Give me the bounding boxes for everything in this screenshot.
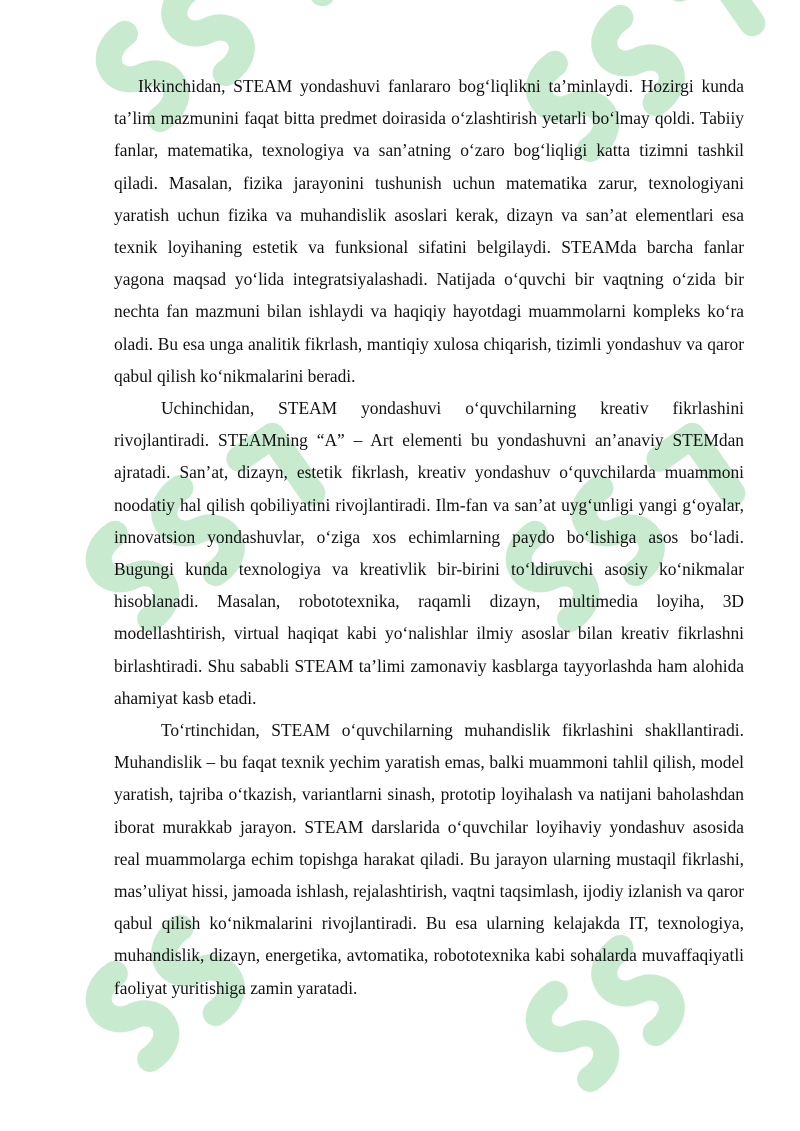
document-body [114, 70, 744, 1004]
paragraph-fourthly: To‘rtinchidan, STEAM o‘quvchilarning muhandislik fikrlashini shakllantiradi. Muhandislik – bu faqat texnik yechim yaratish emas, balki muammoni tahlil qilish, model yaratish, tajriba o‘tkazish, variantlarni sinash, prototip loyihalash va natijani baholashdan iborat murakkab jarayon. STEAM darslarida o‘quvchilar loyihaviy yondashuv asosida real muammolarga echim topishga harakat qiladi. Bu jarayon ularning mustaqil fikrlashi, mas’uliyat hissi, jamoada ishlash, rejalashtirish, vaqtni taqsimlash, ijodiy izlanish va qaror qabul qilish ko‘nikmalarini rivojlantiradi. Bu esa ularning kelajakda IT, texnologiya, muhandislik, dizayn, energetika, avtomatika, robototexnika kabi sohalarda muvaffaqiyatli faoliyat yuritishiga zamin yaratadi. [114, 720, 744, 998]
paragraph-secondly: Ikkinchidan, STEAM yondashuvi fanlararo bog‘liqlikni ta’minlaydi. Hozirgi kunda ta’lim mazmunini faqat bitta predmet doirasida o‘zlashtirish yetarli bo‘lmay qoldi. Tabiiy fanlar, matematika, texnologiya va san’atning o‘zaro bog‘liqligi katta tizimni tashkil qiladi. Masalan, fizika jarayonini tushunish uchun matematika zarur, texnologiyani yaratish uchun fizika va muhandislik asoslari kerak, dizayn va san’at elementlari esa texnik loyihaning estetik va funksional sifatini belgilaydi. STEAMda barcha fanlar yagona maqsad yo‘lida integratsiyalashadi. Natijada o‘quvchi bir vaqtning o‘zida bir nechta fan mazmuni bilan ishlaydi va haqiqiy hayotdagi muammolarni kompleks ko‘ra oladi. Bu esa unga analitik fikrlash, mantiqiy xulosa chiqarish, tizimli yondashuv va qaror qabul qilish ko‘nikmalarini beradi. [114, 76, 744, 386]
paragraph-thirdly: Uchinchidan, STEAM yondashuvi o‘quvchilarning kreativ fikrlashini rivojlantiradi. STEAMning “A” – Art elementi bu yondashuvni an’anaviy STEMdan ajratadi. San’at, dizayn, estetik fikrlash, kreativ yondashuv o‘quvchilarda muammoni noodatiy hal qilish qobiliyatini rivojlantiradi. Ilm-fan va san’at uyg‘unligi yangi g‘oyalar, innovatsion yondashuvlar, o‘ziga xos echimlarning paydo bo‘lishiga asos bo‘ladi. Bugungi kunda texnologiya va kreativlik bir-birini to‘ldiruvchi asosiy ko‘nikmalar hisoblanadi. Masalan, robototexnika, raqamli dizayn, multimedia loyiha, 3D modellashtirish, virtual haqiqat kabi yo‘nalishlar ilmiy asoslar bilan kreativ fikrlashni birlashtiradi. Shu sababli STEAM ta’limi zamonaviy kasblarga tayyorlashda ham alohida ahamiyat kasb etadi. [114, 398, 744, 708]
